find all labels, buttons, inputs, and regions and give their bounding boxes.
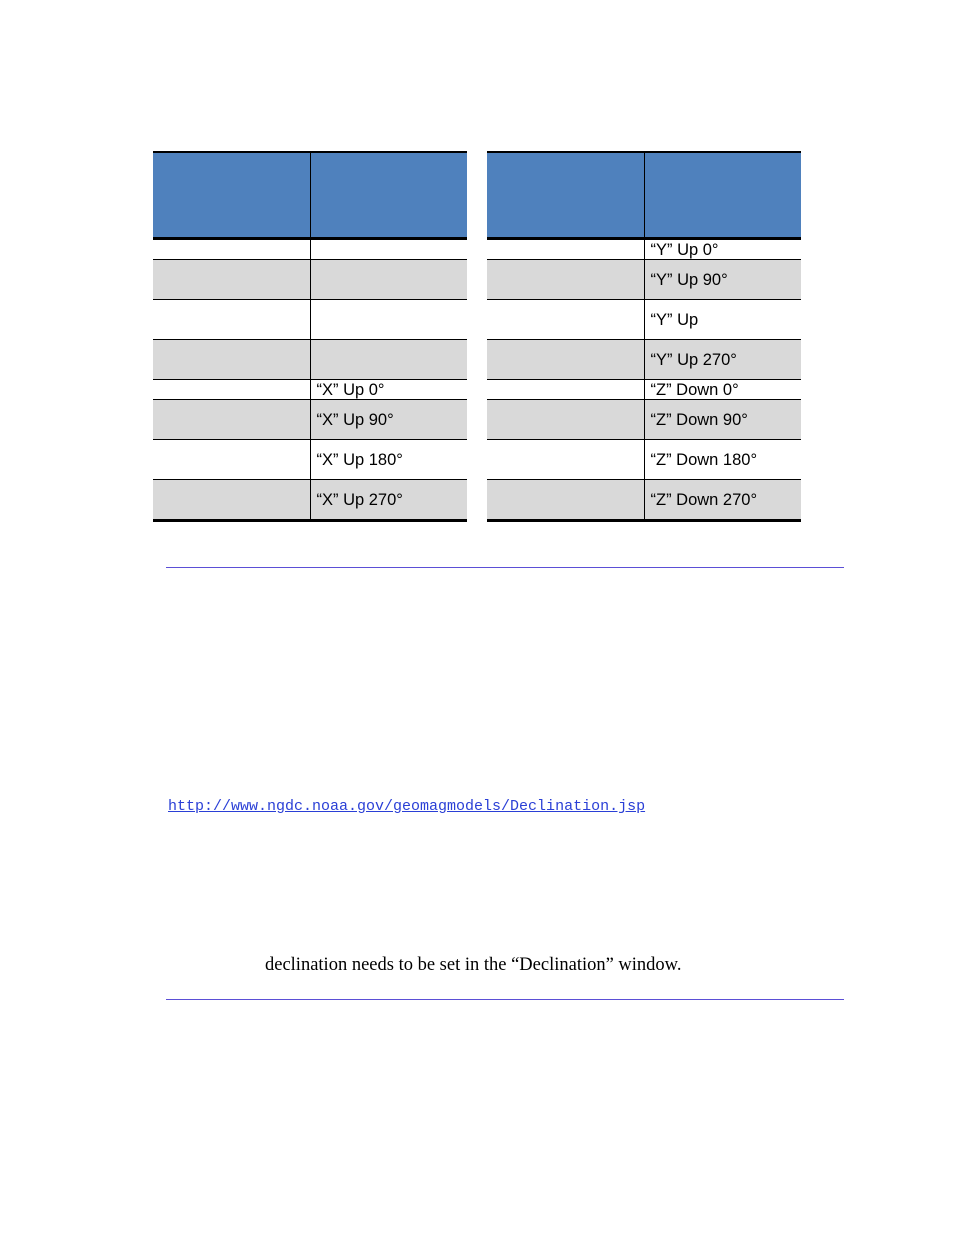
- table-row: [487, 380, 801, 400]
- table-cell: “Y” Up: [644, 300, 801, 340]
- table-cell: “X” Up 180°: [310, 440, 467, 480]
- table-row: [153, 260, 467, 300]
- table-cell: “Y” Up 90°: [644, 260, 801, 300]
- orientation-table-right: [487, 151, 801, 522]
- table-row: [487, 440, 801, 480]
- table-row: [153, 400, 467, 440]
- table-cell: [153, 340, 310, 380]
- table-row: [487, 400, 801, 440]
- table-header-cell: [310, 152, 467, 239]
- table-header-cell: [153, 152, 310, 239]
- table-header-row: [487, 152, 801, 239]
- declination-link[interactable]: http://www.ngdc.noaa.gov/geomagmodels/Declination.jsp: [168, 798, 646, 815]
- table-cell: [487, 400, 644, 440]
- table-cell: [310, 239, 467, 260]
- table-cell: “X” Up 0°: [310, 380, 467, 400]
- table-cell: [487, 440, 644, 480]
- table-cell: “Y” Up 0°: [644, 239, 801, 260]
- table-row: [153, 440, 467, 480]
- table-cell: [487, 380, 644, 400]
- table-cell: [487, 239, 644, 260]
- table-row: [153, 340, 467, 380]
- table-row: [487, 300, 801, 340]
- horizontal-rule-bottom: [166, 999, 844, 1000]
- table-cell: [153, 440, 310, 480]
- table-cell: [487, 480, 644, 521]
- table-row: [487, 480, 801, 521]
- table-cell: “X” Up 90°: [310, 400, 467, 440]
- table-cell: [153, 400, 310, 440]
- table-cell: [310, 340, 467, 380]
- orientation-table-left: [153, 151, 467, 522]
- horizontal-rule-top: [166, 567, 844, 568]
- table-cell: [153, 239, 310, 260]
- table-header-cell: [644, 152, 801, 239]
- table-row: [153, 300, 467, 340]
- table-row: [487, 260, 801, 300]
- table-cell: “Z” Down 90°: [644, 400, 801, 440]
- table-header-row: [153, 152, 467, 239]
- table-cell: “Z” Down 0°: [644, 380, 801, 400]
- declination-note: declination needs to be set in the “Declination” window.: [265, 955, 682, 975]
- table-cell: [487, 260, 644, 300]
- table-cell: [487, 340, 644, 380]
- table-cell: [153, 260, 310, 300]
- table-cell: “X” Up 270°: [310, 480, 467, 521]
- table-cell: [310, 300, 467, 340]
- table-row: [487, 340, 801, 380]
- table-header-cell: [487, 152, 644, 239]
- table-cell: [310, 260, 467, 300]
- table-cell: [153, 380, 310, 400]
- table-row: [487, 239, 801, 260]
- table-row: [153, 480, 467, 521]
- table-row: [153, 380, 467, 400]
- table-cell: “Z” Down 270°: [644, 480, 801, 521]
- table-row: [153, 239, 467, 260]
- table-cell: “Z” Down 180°: [644, 440, 801, 480]
- table-cell: [153, 300, 310, 340]
- table-cell: [487, 300, 644, 340]
- table-cell: “Y” Up 270°: [644, 340, 801, 380]
- table-cell: [153, 480, 310, 521]
